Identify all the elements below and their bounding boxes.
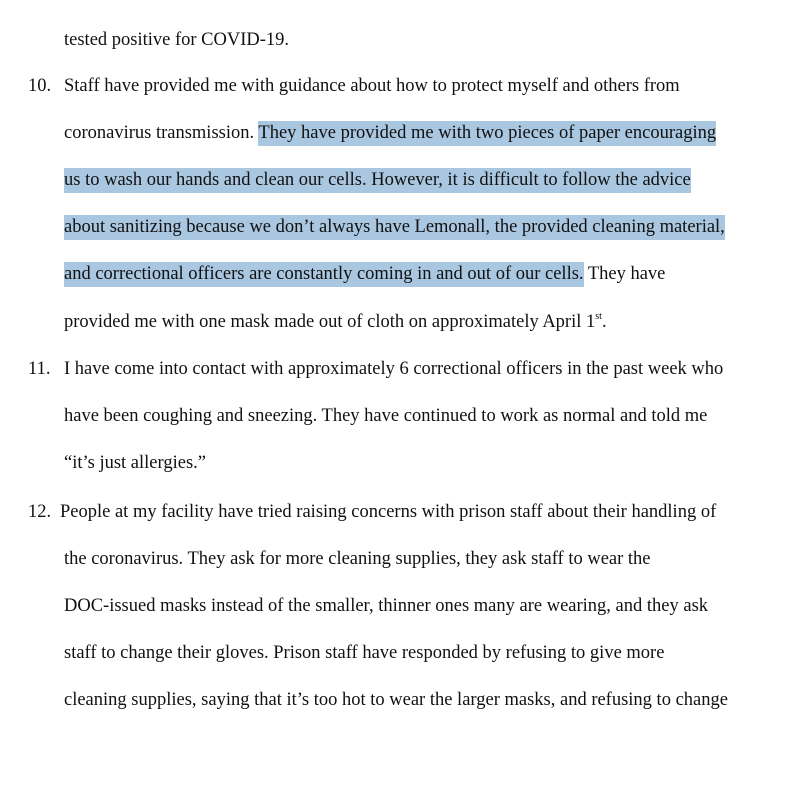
line-text: tested positive for COVID-19. — [64, 30, 290, 50]
line-text: Staff have provided me with guidance about how to protect myself and others from — [64, 76, 680, 96]
text-line — [64, 215, 725, 239]
text-line — [64, 262, 665, 286]
text-line — [64, 121, 716, 145]
text-line — [64, 404, 707, 428]
text-line — [64, 594, 708, 618]
highlighted-text: about sanitizing because we don’t always have Lemonall, the provided cleaning material, — [64, 215, 725, 240]
text-line — [64, 547, 651, 571]
text-line — [64, 74, 680, 98]
line-text: cleaning supplies, saying that it’s too hot to wear the larger masks, and refusing to change — [64, 690, 728, 710]
cropped-text-fragment — [190, 0, 280, 4]
text-line — [64, 357, 723, 381]
highlighted-text: us to wash our hands and clean our cells. However, it is difficult to follow the advice — [64, 168, 691, 193]
line-text: I have come into contact with approximately 6 correctional officers in the past week who — [64, 359, 724, 379]
text-line — [64, 168, 691, 192]
text-line — [64, 310, 607, 334]
text-line — [60, 500, 716, 524]
text-line — [64, 688, 728, 712]
superscript-st: st — [595, 311, 602, 322]
line-text: provided me with one mask made out of cloth on approximately April 1 — [64, 312, 596, 332]
text-line — [64, 28, 289, 52]
paragraph-number: 12. — [28, 502, 52, 522]
line-end-period: . — [601, 312, 607, 332]
line-text: DOC-issued masks instead of the smaller, thinner ones many are wearing, and they ask — [64, 596, 709, 616]
paragraph-number: 11. — [28, 359, 51, 379]
highlighted-text: They have provided me with two pieces of paper encouraging — [258, 121, 716, 146]
line-text: They have — [583, 264, 666, 284]
text-line — [64, 451, 206, 475]
text-line — [64, 641, 664, 665]
line-text: have been coughing and sneezing. They have continued to work as normal and told me — [64, 406, 708, 426]
line-text: the coronavirus. They ask for more cleaning supplies, they ask staff to wear the — [64, 549, 651, 569]
paragraph-number: 10. — [28, 76, 52, 96]
line-text: staff to change their gloves. Prison staff have responded by refusing to give more — [64, 643, 665, 663]
line-text: coronavirus transmission. — [64, 123, 259, 143]
line-text: “it’s just allergies.” — [64, 453, 206, 473]
highlighted-text: and correctional officers are constantly coming in and out of our cells. — [64, 262, 584, 287]
line-text: People at my facility have tried raising concerns with prison staff about their handling of — [60, 502, 717, 522]
